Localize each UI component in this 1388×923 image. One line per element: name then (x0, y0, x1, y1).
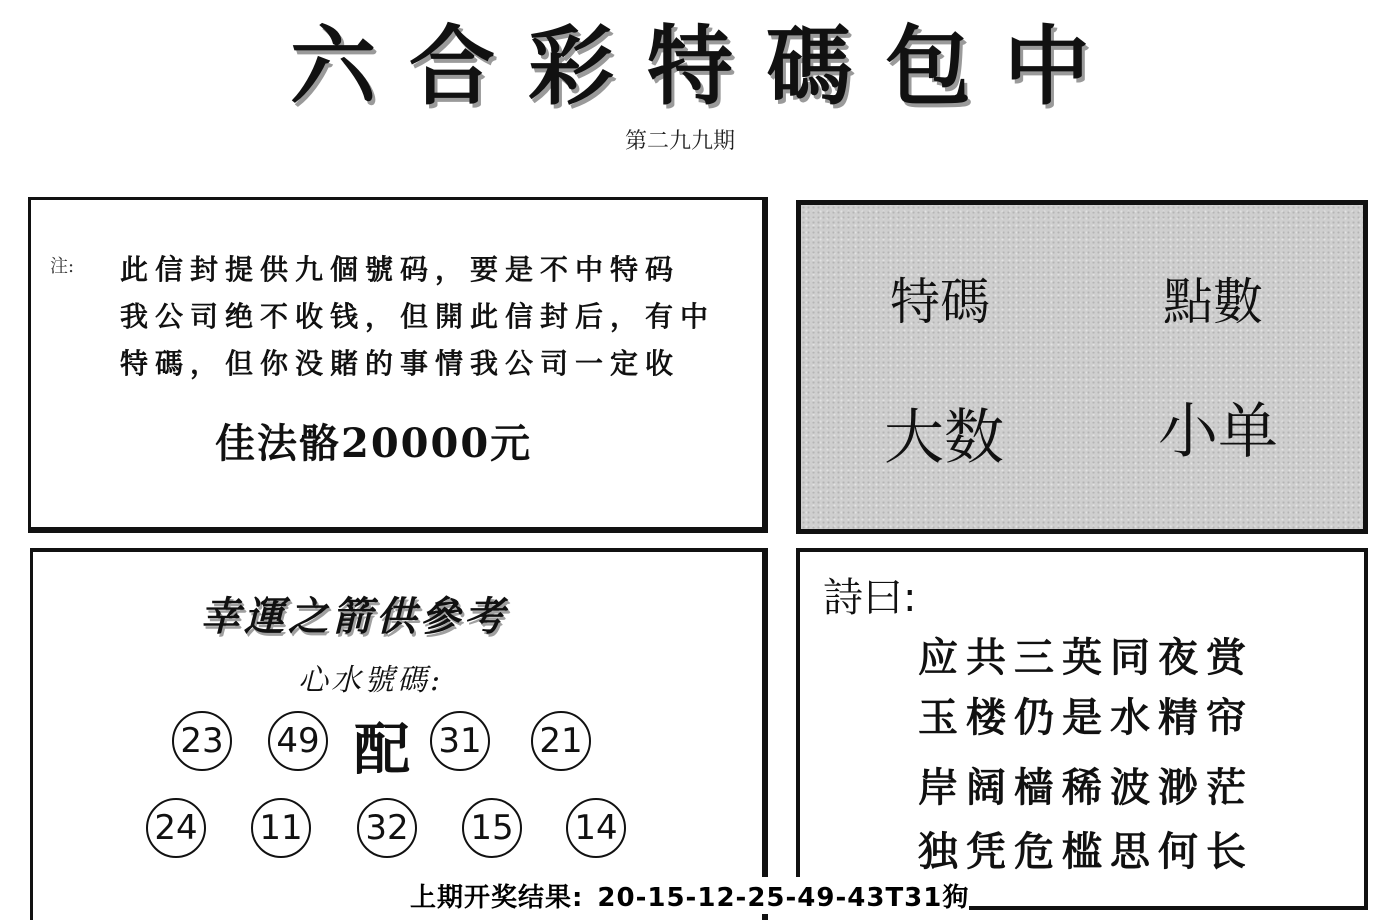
last-result-label: 上期开奖结果: (410, 883, 584, 913)
reward-text: 佳法骼20000元 (215, 420, 533, 467)
issue-number: 第二九九期 (624, 129, 735, 154)
lucky-title: 幸運之箭供參考 (200, 593, 508, 640)
notice-line: 此信封提供九個號码，要是不中特码 (120, 253, 681, 286)
number-ball: 14 (566, 798, 626, 858)
poem-line: 独凭危槛思何长 (918, 828, 1254, 875)
title-char: 特 (647, 15, 733, 117)
lucky-subtitle: 心水號碼: (298, 663, 444, 698)
notice-label: 注: (50, 256, 75, 277)
last-result (410, 877, 969, 914)
result-heading-points: 點數 (1163, 273, 1263, 331)
result-value-points: 小单 (1158, 397, 1278, 467)
number-ball: 49 (268, 711, 328, 771)
last-result-value: 20-15-12-25-49-43T31狗 (597, 883, 970, 913)
title-char: 合 (409, 15, 495, 117)
result-value-special: 大数 (884, 403, 1004, 473)
title-char: 六 (290, 15, 376, 117)
title-char: 彩 (528, 15, 614, 117)
title-char: 中 (1004, 15, 1090, 117)
number-ball: 32 (357, 798, 417, 858)
page-title (290, 6, 1090, 117)
result-heading-special: 特碼 (890, 273, 990, 331)
title-char: 碼 (766, 15, 852, 117)
pair-character: 配 (354, 717, 410, 783)
number-ball: 11 (251, 798, 311, 858)
notice-line: 特碼，但你没賭的事情我公司一定收 (120, 347, 681, 380)
number-ball: 21 (531, 711, 591, 771)
number-ball: 24 (146, 798, 206, 858)
poem-line: 岸阔樯稀波渺茫 (918, 764, 1254, 811)
poem-line: 玉楼仍是水精帘 (918, 694, 1254, 741)
poem-line: 应共三英同夜赏 (918, 634, 1254, 681)
number-ball: 31 (430, 711, 490, 771)
number-ball: 15 (462, 798, 522, 858)
notice-line: 我公司绝不收钱，但開此信封后，有中 (120, 300, 716, 333)
poem-label: 詩曰: (823, 575, 917, 621)
number-ball: 23 (172, 711, 232, 771)
result-panel (796, 200, 1368, 534)
title-char: 包 (885, 15, 971, 117)
